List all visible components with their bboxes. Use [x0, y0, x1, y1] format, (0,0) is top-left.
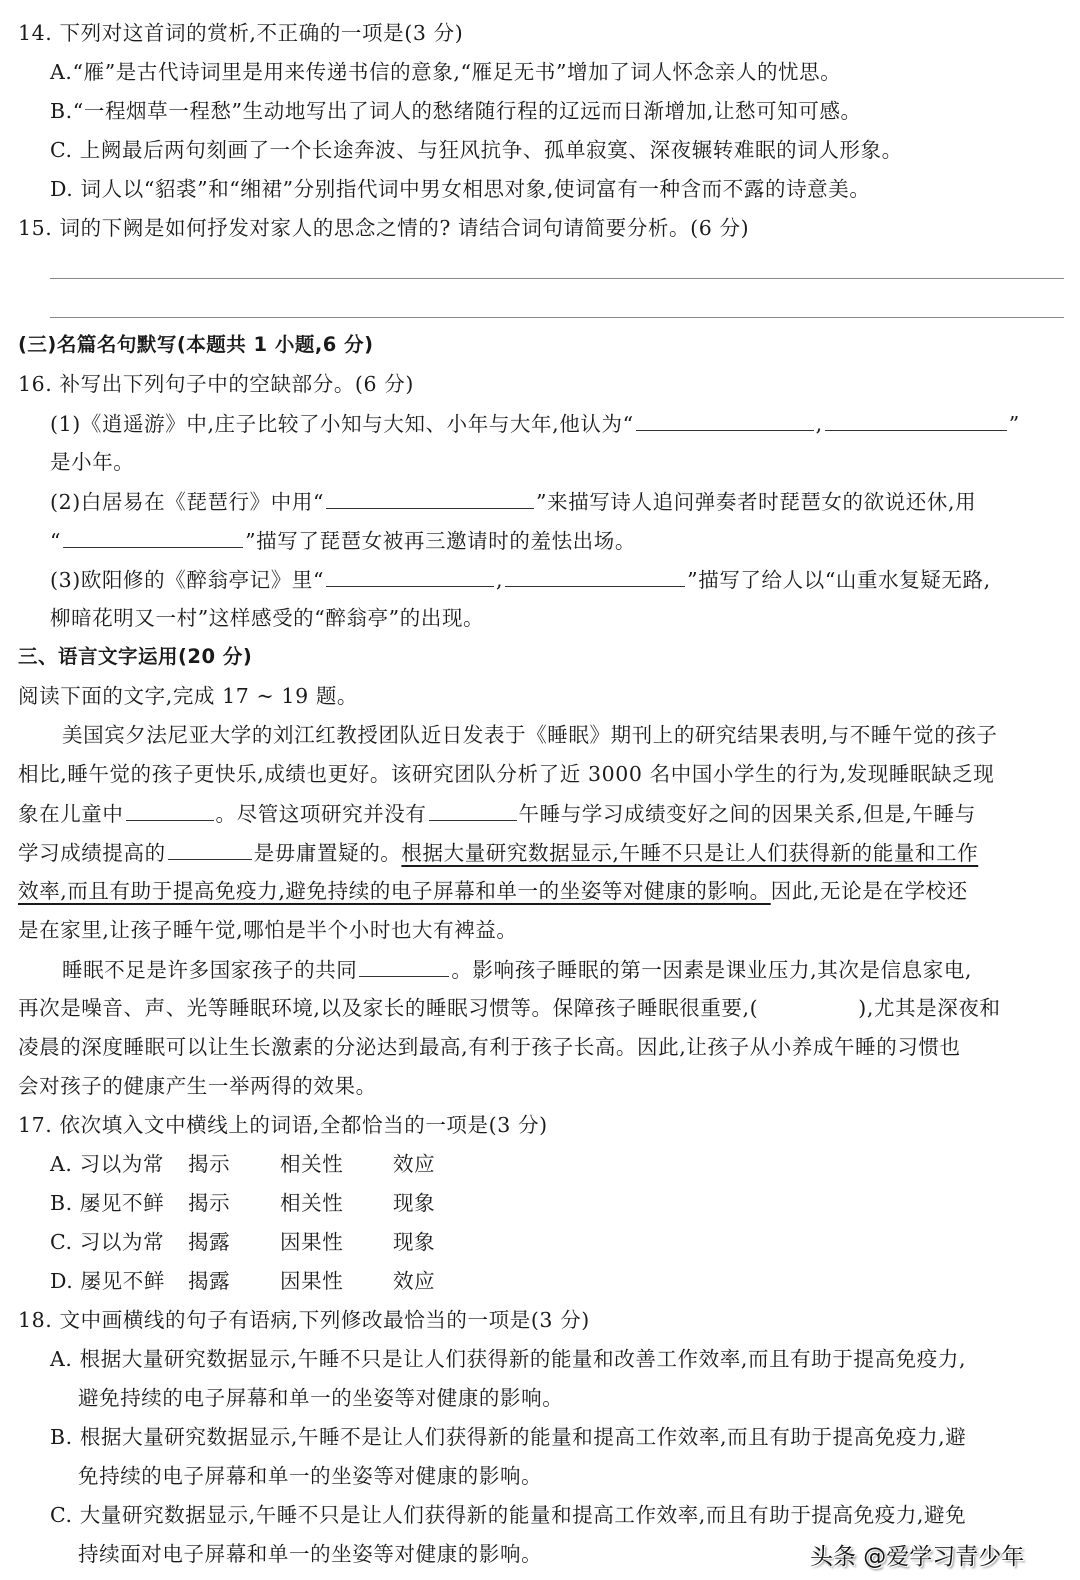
item-3-mid: ”描写了给人以“山重水复疑无路,: [687, 568, 991, 592]
option-word-3: 相关性: [280, 1191, 344, 1215]
fill-blank-1b[interactable]: [825, 410, 1007, 431]
question-16-item-1: [50, 410, 1020, 437]
fill-blank-passage-4[interactable]: [359, 956, 449, 977]
option-word-4: 现象: [393, 1191, 436, 1215]
question-15-stem: 15. 词的下阙是如何抒发对家人的思念之情的? 请结合词句请简要分析。(6 分): [18, 216, 750, 240]
fill-blank-3b[interactable]: [505, 566, 685, 587]
underlined-sentence-part-1: 根据大量研究数据显示,午睡不只是让人们获得新的能量和工作: [401, 841, 979, 865]
fill-blank-passage-3[interactable]: [168, 839, 252, 860]
question-16-item-3: [50, 566, 991, 593]
question-16-stem: 16. 补写出下列句子中的空缺部分。(6 分): [18, 372, 414, 396]
question-14-option-d: D. 词人以“貂裘”和“缃裙”分别指代词中男女相思对象,使词富有一种含而不露的诗意美。: [50, 177, 871, 201]
text-segment: 是毋庸置疑的。: [253, 841, 402, 865]
section-title-recitation: (三)名篇名句默写(本题共 1 小题,6 分): [18, 333, 374, 356]
question-18-stem: 18. 文中画横线的句子有语病,下列修改最恰当的一项是(3 分): [18, 1308, 590, 1332]
passage-p1-line-3: [18, 800, 976, 827]
question-17-stem: 17. 依次填入文中横线上的词语,全都恰当的一项是(3 分): [18, 1113, 548, 1137]
answer-line-2[interactable]: [50, 317, 1064, 318]
fill-blank-3a[interactable]: [326, 566, 494, 587]
passage-p1-line-1: 美国宾夕法尼亚大学的刘江红教授团队近日发表于《睡眠》期刊上的研究结果表明,与不睡午觉的孩子: [62, 723, 998, 747]
question-17-option-d: [50, 1268, 435, 1294]
item-1-sep: ,: [815, 412, 823, 436]
question-14-option-a: A.“雁”是古代诗词里是用来传递书信的意象,“雁足无书”增加了词人怀念亲人的忧思。: [50, 60, 842, 84]
question-18-option-b-line-2: 免持续的电子屏幕和单一的坐姿等对健康的影响。: [78, 1464, 543, 1488]
option-word-2: 揭露: [188, 1269, 231, 1293]
option-word-4: 现象: [393, 1230, 436, 1254]
question-17-option-a: [50, 1151, 435, 1177]
item-2-prefix: (2)白居易在《琵琶行》中用“: [50, 490, 325, 514]
fill-blank-passage-2[interactable]: [429, 800, 517, 821]
text-segment: 再次是噪音、声、光等睡眠环境,以及家长的睡眠习惯等。保障孩子睡眠很重要,(: [18, 996, 759, 1020]
question-17-option-b: [50, 1190, 435, 1216]
item-2-suffix: ”描写了琵琶女被再三邀请时的羞怯出场。: [245, 529, 636, 553]
passage-p2-line-4: 会对孩子的健康产生一举两得的效果。: [18, 1074, 377, 1098]
text-segment: 因此,无论是在学校还: [770, 879, 968, 903]
passage-p2-line-2: [18, 995, 1001, 1021]
option-word-2: 揭露: [188, 1230, 231, 1254]
option-word-3: 因果性: [280, 1230, 344, 1254]
option-word-2: 揭示: [188, 1152, 231, 1176]
question-18-option-b-line-1: B. 根据大量研究数据显示,午睡不是让人们获得新的能量和提高工作效率,而且有助于提高免疫力,避: [50, 1425, 967, 1449]
question-18-option-a-line-2: 避免持续的电子屏幕和单一的坐姿等对健康的影响。: [78, 1386, 564, 1410]
text-segment: 象在儿童中: [18, 802, 124, 826]
question-17-option-c: [50, 1229, 435, 1255]
item-1-prefix: (1)《逍遥游》中,庄子比较了小知与大知、小年与大年,他认为“: [50, 412, 634, 436]
passage-p1-line-5: [18, 878, 968, 904]
reading-instruction: 阅读下面的文字,完成 17 ~ 19 题。: [18, 684, 359, 708]
fill-blank-2a[interactable]: [326, 488, 534, 509]
question-14-option-b: B.“一程烟草一程愁”生动地写出了词人的愁绪随行程的辽远而日渐增加,让愁可知可感。: [50, 99, 862, 123]
passage-p1-line-6: 是在家里,让孩子睡午觉,哪怕是半个小时也大有裨益。: [18, 918, 518, 942]
option-word-3: 因果性: [280, 1269, 344, 1293]
fill-blank-passage-1[interactable]: [126, 800, 214, 821]
question-16-item-2-cont: [50, 527, 636, 554]
item-2-mid: ”来描写诗人追问弹奏者时琵琶女的欲说还休,用: [536, 490, 977, 514]
option-word-4: 效应: [393, 1152, 436, 1176]
text-segment: 学习成绩提高的: [18, 841, 166, 865]
option-label: C. 习以为常: [50, 1230, 165, 1254]
underlined-sentence-part-2: 效率,而且有助于提高免疫力,避免持续的电子屏幕和单一的坐姿等对健康的影响。: [18, 879, 771, 903]
question-18-option-c-line-1: C. 大量研究数据显示,午睡不只是让人们获得新的能量和提高工作效率,而且有助于提高免疫力,避免: [50, 1503, 967, 1527]
passage-p1-line-2: 相比,睡午觉的孩子更快乐,成绩也更好。该研究团队分析了近 3000 名中国小学生的行为,发现睡眠缺乏现: [18, 762, 995, 786]
question-18-option-c-line-2: 持续面对电子屏幕和单一的坐姿等对健康的影响。: [78, 1542, 543, 1566]
item-1-close: ”: [1008, 412, 1020, 436]
answer-line-1[interactable]: [50, 278, 1064, 279]
text-segment: 睡眠不足是许多国家孩子的共同: [62, 958, 358, 982]
option-label: B. 屡见不鲜: [50, 1191, 165, 1215]
option-label: A. 习以为常: [50, 1152, 165, 1176]
option-word-3: 相关性: [280, 1152, 344, 1176]
question-16-item-3-cont: 柳暗花明又一村”这样感受的“醉翁亭”的出现。: [50, 606, 485, 630]
option-label: D. 屡见不鲜: [50, 1269, 165, 1293]
item-3-prefix: (3)欧阳修的《醉翁亭记》里“: [50, 568, 325, 592]
question-14-stem: 14. 下列对这首词的赏析,不正确的一项是(3 分): [18, 21, 464, 45]
question-18-option-a-line-1: A. 根据大量研究数据显示,午睡不只是让人们获得新的能量和改善工作效率,而且有助于提高免疫力,: [50, 1347, 967, 1371]
question-16-item-1-cont: 是小年。: [50, 450, 135, 474]
option-word-4: 效应: [393, 1269, 436, 1293]
text-segment: ),尤其是深夜和: [858, 996, 1001, 1020]
question-14-option-c: C. 上阙最后两句刻画了一个长途奔波、与狂风抗争、孤单寂寞、深夜辗转难眠的词人形象。: [50, 138, 903, 162]
fill-blank-2b[interactable]: [63, 527, 243, 548]
text-segment: 午睡与学习成绩变好之间的因果关系,但是,午睡与: [518, 802, 976, 826]
fill-blank-1a[interactable]: [636, 410, 814, 431]
watermark: 头条 @爱学习青少年: [810, 1544, 1025, 1570]
passage-p2-line-3: 凌晨的深度睡眠可以让生长激素的分泌达到最高,有利于孩子长高。因此,让孩子从小养成午睡的习惯也: [18, 1035, 961, 1059]
part-title-language-use: 三、语言文字运用(20 分): [18, 645, 253, 668]
item-2-open-quote: “: [50, 529, 62, 553]
option-word-2: 揭示: [188, 1191, 231, 1215]
text-segment: 。尽管这项研究并没有: [215, 802, 427, 826]
passage-p2-line-1: [62, 956, 972, 983]
item-3-sep: ,: [496, 568, 504, 592]
passage-p1-line-4: [18, 839, 978, 866]
text-segment: 。影响孩子睡眠的第一因素是课业压力,其次是信息家电,: [451, 958, 973, 982]
question-16-item-2: [50, 488, 976, 515]
